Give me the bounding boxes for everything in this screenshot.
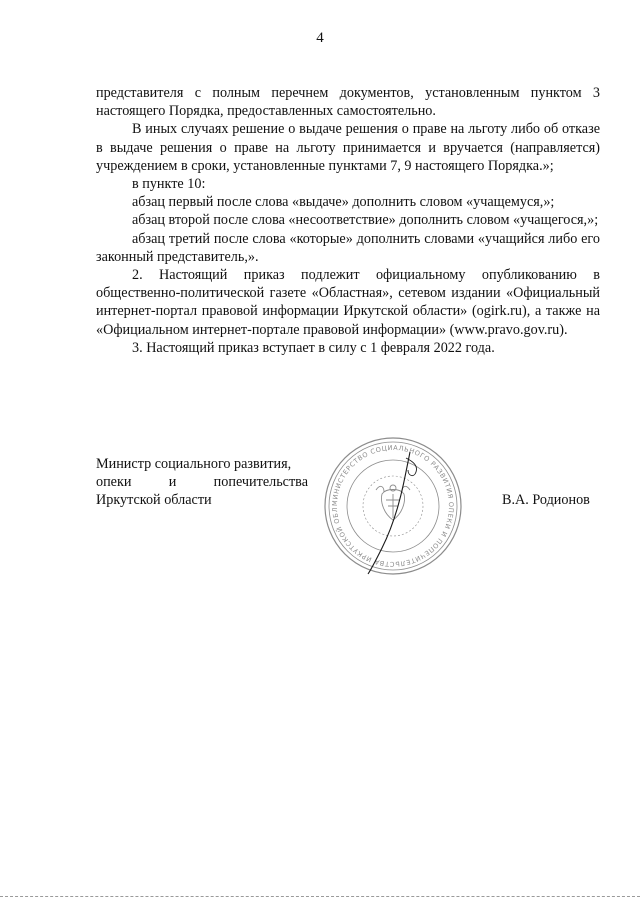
- signer-position-line: Министр социального развития,: [96, 456, 292, 472]
- signer-position-line: опеки и попечительства: [96, 474, 308, 491]
- seal-ring-text: МИНИСТЕРСТВО СОЦИАЛЬНОГО РАЗВИТИЯ ОПЕКИ И ПОПЕЧИТЕЛЬСТВА ИРКУТСКОЙ ОБЛ: [330, 443, 456, 569]
- paragraph: 3. Настоящий приказ вступает в силу с 1 февраля 2022 года.: [132, 339, 495, 356]
- signature-stroke: [368, 452, 410, 574]
- signer-position-line: Иркутской области: [96, 492, 212, 509]
- paragraph: абзац второй после слова «несоответствие» дополнить словом «учащегося,»;: [132, 212, 599, 229]
- paragraph: представителя с полным перечнем документов, установленным пунктом 3 настоящего Порядка, предоставленных самостоятельно.: [96, 85, 600, 120]
- paragraph: в пункте 10:: [132, 176, 206, 193]
- paragraph: 2. Настоящий приказ подлежит официальному опубликованию в общественно-политической газете «Областная», сетевом издании «Официальный интернет-портал правовой информации Иркутской области» (ogirk.ru), а также на «Официальном интернет-портале правовой информации» (www.pravo.gov.ru).: [96, 267, 600, 338]
- official-stamp-icon: [318, 432, 468, 580]
- page-bottom-rule: [0, 896, 640, 897]
- paragraph: абзац третий после слова «которые» дополнить словами «учащийся либо его законный представитель,».: [96, 230, 600, 265]
- page-number: 4: [316, 30, 324, 46]
- signer-name: В.А. Родионов: [502, 492, 590, 508]
- paragraph: абзац первый после слова «выдаче» дополнить словом «учащемуся,»;: [132, 194, 555, 211]
- signer-position: [96, 455, 308, 510]
- document-body: [96, 84, 600, 357]
- paragraph: В иных случаях решение о выдаче решения о праве на льготу либо об отказе в выдаче решения о праве на льготу принимается и вручается (направляется) учреждением в сроки, установленные пунктами 7, 9 настоящего Порядка.»;: [96, 121, 600, 174]
- coat-of-arms-icon: [376, 485, 410, 520]
